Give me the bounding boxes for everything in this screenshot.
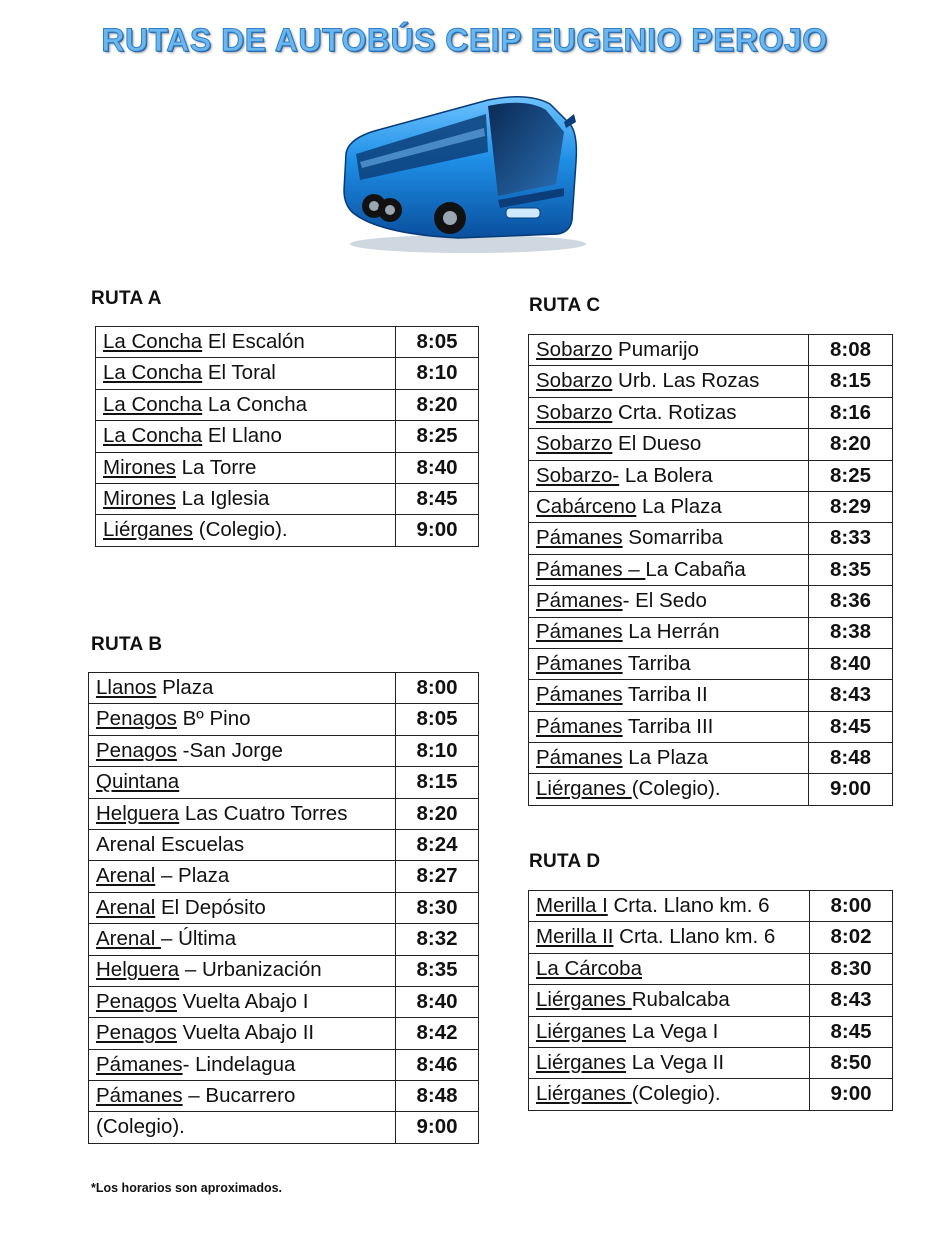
table-row: [529, 429, 893, 460]
stop-time: 8:45: [809, 711, 893, 742]
stop-detail: El Dueso: [612, 432, 702, 456]
bus-icon: [338, 92, 588, 257]
stop-place: Pámanes: [536, 714, 623, 738]
stop-time: 8:10: [396, 735, 479, 766]
table-row: [529, 985, 893, 1016]
stop-name-cell: [96, 452, 396, 483]
stop-name-cell: [529, 335, 809, 366]
stop-time: 8:00: [396, 673, 479, 704]
stop-time: 8:35: [396, 955, 479, 986]
stop-name-cell: [529, 366, 809, 397]
stop-detail: Tarriba II: [622, 683, 708, 707]
stop-place: Mirones: [103, 455, 176, 479]
stop-place: Quintana: [96, 770, 180, 794]
stop-detail: Somarriba: [622, 526, 723, 550]
stop-name-cell: [89, 1112, 396, 1143]
stop-time: 8:38: [809, 617, 893, 648]
stop-detail: Crta. Llano km. 6: [613, 925, 776, 949]
table-row: [89, 767, 479, 798]
stop-name-cell: [89, 861, 396, 892]
stop-name-cell: [529, 985, 810, 1016]
stop-time: 8:24: [396, 829, 479, 860]
route-b-title: RUTA B: [91, 634, 163, 655]
stop-detail: La Plaza: [636, 494, 722, 518]
stop-place: Liérganes: [536, 1019, 627, 1043]
table-row: [89, 735, 479, 766]
stop-name-cell: [529, 922, 810, 953]
route-a-table: [95, 326, 479, 547]
stop-detail: – Última: [160, 927, 237, 951]
stop-name-cell: [89, 1081, 396, 1112]
stop-name-cell: [89, 924, 396, 955]
stop-name-cell: [529, 953, 810, 984]
stop-name-cell: [96, 515, 396, 546]
stop-detail: (Colegio).: [193, 518, 288, 542]
stop-place: La Concha: [103, 392, 203, 416]
stop-time: 8:29: [809, 491, 893, 522]
stop-place: Penagos: [96, 989, 177, 1013]
table-row: [529, 1016, 893, 1047]
stop-detail: El Llano: [202, 424, 282, 448]
table-row: [96, 452, 479, 483]
table-row: [529, 953, 893, 984]
stop-detail: La Bolera: [619, 463, 713, 487]
stop-place: Sobarzo: [536, 400, 613, 424]
table-row: [89, 798, 479, 829]
stop-time: 8:20: [396, 798, 479, 829]
stop-time: 8:00: [810, 891, 893, 922]
stop-name-cell: [96, 327, 396, 358]
stop-detail: La Torre: [175, 455, 257, 479]
stop-detail: – Urbanización: [179, 958, 322, 982]
stop-detail: Las Cuatro Torres: [179, 801, 348, 825]
stop-place: Pámanes: [536, 620, 623, 644]
table-row: [96, 389, 479, 420]
stop-place: Helguera: [96, 958, 180, 982]
stop-name-cell: [529, 774, 809, 805]
stop-place: Arenal: [96, 895, 156, 919]
stop-place: Arenal: [96, 864, 156, 888]
stop-place: Liérganes: [536, 777, 632, 801]
route-c-table: [528, 334, 893, 806]
stop-name-cell: [89, 892, 396, 923]
stop-time: 8:25: [809, 460, 893, 491]
route-b-table: [88, 672, 479, 1144]
stop-detail: Tarriba: [622, 651, 691, 675]
stop-place: Liérganes: [103, 518, 194, 542]
stop-name-cell: [529, 743, 809, 774]
stop-name-cell: [529, 891, 810, 922]
table-row: [529, 617, 893, 648]
stop-detail: Urb. Las Rozas: [612, 369, 760, 393]
stop-time: 8:40: [396, 986, 479, 1017]
stop-detail: – Plaza: [155, 864, 230, 888]
table-row: [529, 1079, 893, 1110]
stop-place: Llanos: [96, 675, 157, 699]
stop-time: 8:16: [809, 397, 893, 428]
table-row: [89, 955, 479, 986]
stop-place: Sobarzo-: [536, 463, 620, 487]
stop-place: Penagos: [96, 707, 177, 731]
stop-place: Liérganes: [536, 988, 632, 1012]
stop-name-cell: [89, 1049, 396, 1080]
stop-place: Merilla II: [536, 925, 614, 949]
stop-detail: (Colegio).: [631, 1082, 721, 1106]
stop-place: Sobarzo: [536, 369, 613, 393]
stop-place: Pámanes: [96, 1052, 183, 1076]
table-row: [529, 335, 893, 366]
stop-place: Sobarzo: [536, 337, 613, 361]
stop-name-cell: [89, 955, 396, 986]
stop-time: 8:48: [809, 743, 893, 774]
stop-name-cell: [96, 421, 396, 452]
stop-place: Pámanes –: [536, 557, 646, 581]
table-row: [89, 1018, 479, 1049]
stop-time: 8:35: [809, 554, 893, 585]
table-row: [529, 460, 893, 491]
table-row: [529, 743, 893, 774]
table-row: [529, 891, 893, 922]
table-row: [529, 491, 893, 522]
stop-time: 8:15: [396, 767, 479, 798]
stop-name-cell: [529, 617, 809, 648]
stop-detail: Vuelta Abajo I: [176, 989, 309, 1013]
stop-name-cell: [529, 711, 809, 742]
stop-place: La Cárcoba: [536, 956, 642, 980]
table-row: [529, 366, 893, 397]
stop-detail: Arenal Escuelas: [96, 832, 245, 856]
stop-name-cell: [529, 523, 809, 554]
stop-name-cell: [529, 554, 809, 585]
stop-detail: - El Sedo: [622, 589, 707, 613]
stop-place: Sobarzo: [536, 432, 613, 456]
stop-detail: Bº Pino: [176, 707, 251, 731]
table-row: [96, 483, 479, 514]
footnote: *Los horarios son aproximados.: [91, 1181, 283, 1195]
route-d-table: [528, 890, 893, 1111]
table-row: [96, 515, 479, 546]
table-row: [89, 1112, 479, 1143]
stop-detail: El Escalón: [202, 329, 305, 353]
stop-name-cell: [89, 1018, 396, 1049]
table-row: [89, 924, 479, 955]
stop-place: Penagos: [96, 738, 177, 762]
table-row: [96, 358, 479, 389]
table-row: [89, 1049, 479, 1080]
stop-detail: Plaza: [156, 675, 214, 699]
stop-name-cell: [529, 460, 809, 491]
stop-time: 9:00: [809, 774, 893, 805]
stop-place: Liérganes: [536, 1050, 627, 1074]
stop-detail: -San Jorge: [176, 738, 283, 762]
stop-name-cell: [89, 767, 396, 798]
stop-name-cell: [529, 1079, 810, 1110]
stop-time: 8:45: [810, 1016, 893, 1047]
stop-name-cell: [529, 648, 809, 679]
stop-time: 8:48: [396, 1081, 479, 1112]
stop-time: 8:45: [396, 483, 479, 514]
stop-time: 8:33: [809, 523, 893, 554]
stop-name-cell: [529, 1047, 810, 1078]
stop-time: 8:20: [809, 429, 893, 460]
stop-detail: Tarriba III: [622, 714, 714, 738]
stop-name-cell: [89, 735, 396, 766]
table-row: [529, 774, 893, 805]
stop-place: Pámanes: [536, 651, 623, 675]
stop-name-cell: [89, 798, 396, 829]
stop-time: 9:00: [810, 1079, 893, 1110]
stop-time: 8:02: [810, 922, 893, 953]
stop-time: 8:32: [396, 924, 479, 955]
table-row: [89, 892, 479, 923]
route-c-title: RUTA C: [529, 295, 601, 316]
stop-detail: El Toral: [202, 361, 276, 385]
table-row: [529, 922, 893, 953]
stop-name-cell: [529, 586, 809, 617]
table-row: [529, 680, 893, 711]
stop-place: La Concha: [103, 361, 203, 385]
table-row: [529, 397, 893, 428]
stop-name-cell: [529, 429, 809, 460]
table-row: [96, 421, 479, 452]
stop-time: 8:20: [396, 389, 479, 420]
stop-place: La Concha: [103, 424, 203, 448]
table-row: [89, 829, 479, 860]
table-row: [89, 1081, 479, 1112]
stop-place: Penagos: [96, 1021, 177, 1045]
stop-detail: Rubalcaba: [631, 988, 730, 1012]
stop-detail: Vuelta Abajo II: [176, 1021, 315, 1045]
stop-name-cell: [529, 1016, 810, 1047]
stop-time: 8:43: [810, 985, 893, 1016]
table-row: [89, 986, 479, 1017]
table-row: [529, 523, 893, 554]
table-row: [529, 586, 893, 617]
stop-time: 8:42: [396, 1018, 479, 1049]
stop-detail: La Herrán: [622, 620, 720, 644]
stop-name-cell: [89, 704, 396, 735]
table-row: [529, 554, 893, 585]
stop-place: Mirones: [103, 486, 176, 510]
route-a-title: RUTA A: [91, 288, 162, 309]
stop-place: Pámanes: [536, 683, 623, 707]
stop-time: 8:46: [396, 1049, 479, 1080]
page-title: RUTAS DE AUTOBÚS CEIP EUGENIO PEROJO: [101, 22, 828, 58]
stop-time: 8:36: [809, 586, 893, 617]
stop-name-cell: [89, 673, 396, 704]
stop-detail: – Bucarrero: [182, 1084, 296, 1108]
stop-time: 8:43: [809, 680, 893, 711]
stop-place: Cabárceno: [536, 494, 637, 518]
stop-name-cell: [529, 397, 809, 428]
stop-time: 8:05: [396, 327, 479, 358]
stop-place: Pámanes: [96, 1084, 183, 1108]
stop-time: 8:40: [396, 452, 479, 483]
stop-time: 8:50: [810, 1047, 893, 1078]
stop-place: La Concha: [103, 329, 203, 353]
stop-detail: Crta. Rotizas: [612, 400, 737, 424]
stop-time: 8:25: [396, 421, 479, 452]
stop-name-cell: [529, 491, 809, 522]
stop-place: Merilla I: [536, 893, 608, 917]
stop-place: Pámanes: [536, 589, 623, 613]
stop-name-cell: [96, 358, 396, 389]
table-row: [529, 1047, 893, 1078]
stop-time: 8:30: [396, 892, 479, 923]
table-row: [89, 704, 479, 735]
stop-name-cell: [89, 986, 396, 1017]
stop-detail: Crta. Llano km. 6: [607, 893, 770, 917]
stop-detail: La Vega I: [626, 1019, 719, 1043]
stop-detail: Pumarijo: [612, 337, 699, 361]
stop-detail: La Cabaña: [645, 557, 746, 581]
stop-detail: - Lindelagua: [182, 1052, 296, 1076]
table-row: [529, 648, 893, 679]
stop-detail: (Colegio).: [96, 1115, 185, 1139]
stop-detail: La Concha: [202, 392, 308, 416]
stop-detail: La Iglesia: [175, 486, 270, 510]
stop-time: 8:27: [396, 861, 479, 892]
table-row: [89, 861, 479, 892]
stop-detail: La Vega II: [626, 1050, 725, 1074]
stop-place: Pámanes: [536, 526, 623, 550]
stop-time: 9:00: [396, 1112, 479, 1143]
route-d-title: RUTA D: [529, 851, 601, 872]
stop-detail: El Depósito: [155, 895, 266, 919]
table-row: [89, 673, 479, 704]
stop-name-cell: [529, 680, 809, 711]
stop-time: 8:30: [810, 953, 893, 984]
stop-time: 8:08: [809, 335, 893, 366]
stop-name-cell: [96, 483, 396, 514]
stop-place: Helguera: [96, 801, 180, 825]
stop-place: Pámanes: [536, 746, 623, 770]
stop-place: Liérganes: [536, 1082, 632, 1106]
stop-time: 8:10: [396, 358, 479, 389]
stop-time: 9:00: [396, 515, 479, 546]
stop-time: 8:05: [396, 704, 479, 735]
table-row: [529, 711, 893, 742]
stop-name-cell: [89, 829, 396, 860]
stop-detail: (Colegio).: [631, 777, 721, 801]
stop-time: 8:40: [809, 648, 893, 679]
table-row: [96, 327, 479, 358]
stop-place: Arenal: [96, 927, 161, 951]
stop-name-cell: [96, 389, 396, 420]
stop-time: 8:15: [809, 366, 893, 397]
stop-detail: La Plaza: [622, 746, 709, 770]
